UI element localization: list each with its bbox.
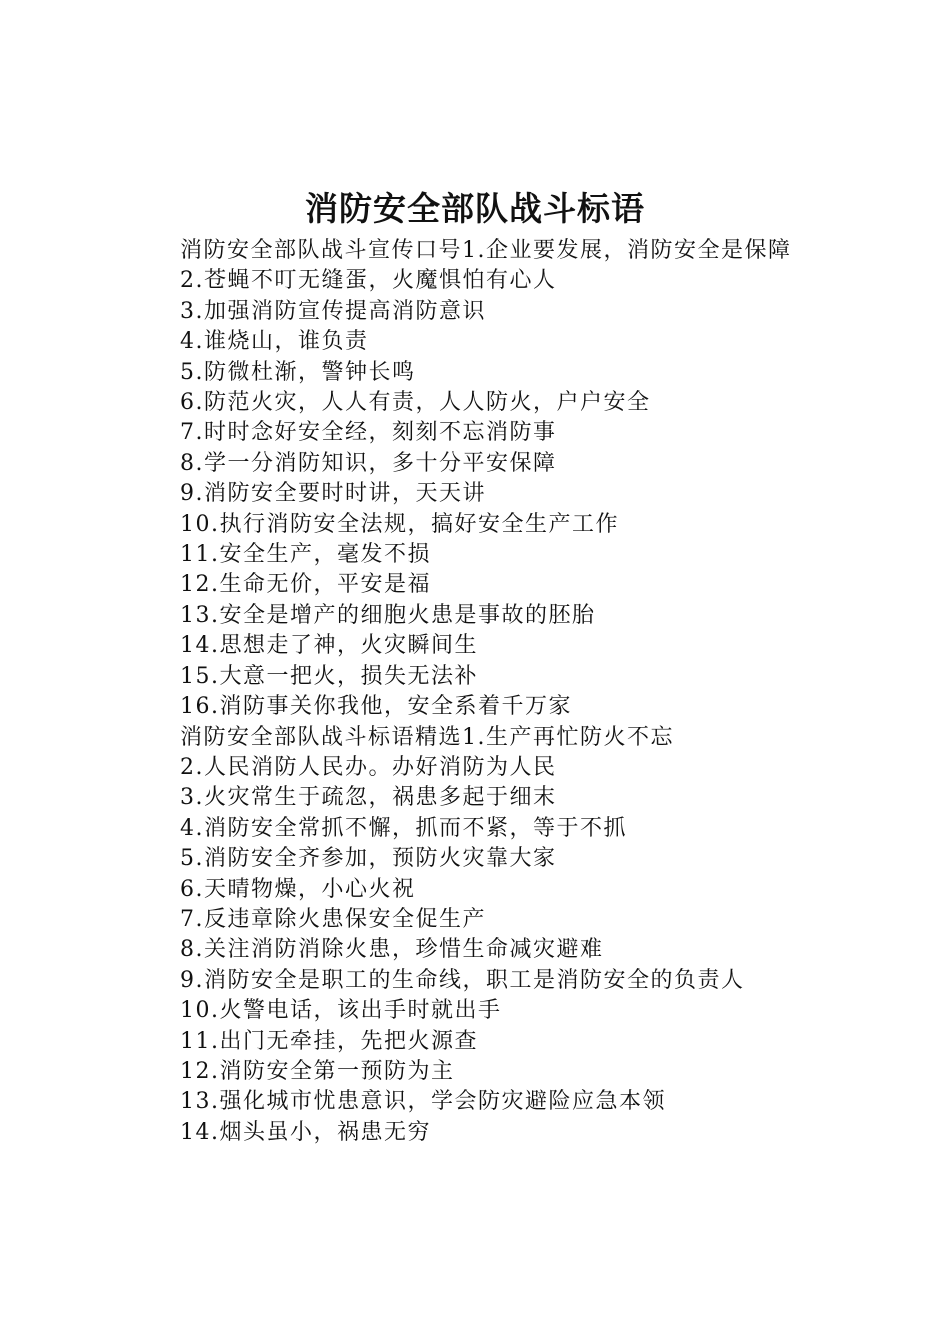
body-line: 14.思想走了神，火灾瞬间生 bbox=[180, 633, 478, 659]
body-line: 12.生命无价，平安是福 bbox=[180, 572, 431, 598]
body-line: 5.消防安全齐参加，预防火灾靠大家 bbox=[180, 846, 557, 872]
body-line: 11.出门无牵挂，先把火源查 bbox=[180, 1028, 478, 1054]
body-line: 16.消防事关你我他，安全系着千万家 bbox=[180, 694, 572, 720]
body-line: 13.强化城市忧患意识，学会防灾避险应急本领 bbox=[180, 1089, 666, 1115]
document-body bbox=[128, 236, 838, 1148]
body-line: 3.火灾常生于疏忽，祸患多起于细末 bbox=[180, 785, 557, 811]
document-title: 消防安全部队战斗标语 bbox=[305, 189, 645, 228]
body-line: 4.消防安全常抓不懈，抓而不紧，等于不抓 bbox=[180, 815, 627, 841]
body-line: 2.人民消防人民办。办好消防为人民 bbox=[180, 754, 557, 780]
body-line: 7.反违章除火患保安全促生产 bbox=[180, 906, 486, 932]
body-line: 10.执行消防安全法规，搞好安全生产工作 bbox=[180, 511, 619, 537]
body-line: 6.天晴物燥，小心火祝 bbox=[180, 876, 416, 902]
body-line: 9.消防安全是职工的生命线，职工是消防安全的负责人 bbox=[180, 967, 745, 993]
body-line: 13.安全是增产的细胞火患是事故的胚胎 bbox=[180, 602, 596, 628]
body-line: 消防安全部队战斗宣传口号1.企业要发展，消防安全是保障 bbox=[180, 238, 792, 263]
body-line: 8.关注消防消除火患，珍惜生命减灾避难 bbox=[180, 937, 604, 963]
body-line: 15.大意一把火，损失无法补 bbox=[180, 663, 478, 689]
body-line: 6.防范火灾，人人有责，人人防火，户户安全 bbox=[180, 390, 651, 416]
body-line: 14.烟头虽小，祸患无穷 bbox=[180, 1119, 431, 1145]
body-line: 4.谁烧山，谁负责 bbox=[180, 329, 369, 355]
body-line: 7.时时念好安全经，刻刻不忘消防事 bbox=[180, 420, 557, 446]
body-line: 2.苍蝇不叮无缝蛋，火魔惧怕有心人 bbox=[180, 268, 557, 294]
body-line: 10.火警电话，该出手时就出手 bbox=[180, 998, 502, 1024]
body-line: 5.防微杜渐，警钟长鸣 bbox=[180, 359, 416, 385]
body-line: 9.消防安全要时时讲，天天讲 bbox=[180, 481, 486, 507]
body-line: 8.学一分消防知识，多十分平安保障 bbox=[180, 450, 557, 476]
body-line: 3.加强消防宣传提高消防意识 bbox=[180, 298, 486, 324]
body-line: 12.消防安全第一预防为主 bbox=[180, 1058, 455, 1084]
body-line: 11.安全生产，毫发不损 bbox=[180, 542, 431, 568]
body-line: 消防安全部队战斗标语精选1.生产再忙防火不忘 bbox=[180, 724, 674, 750]
